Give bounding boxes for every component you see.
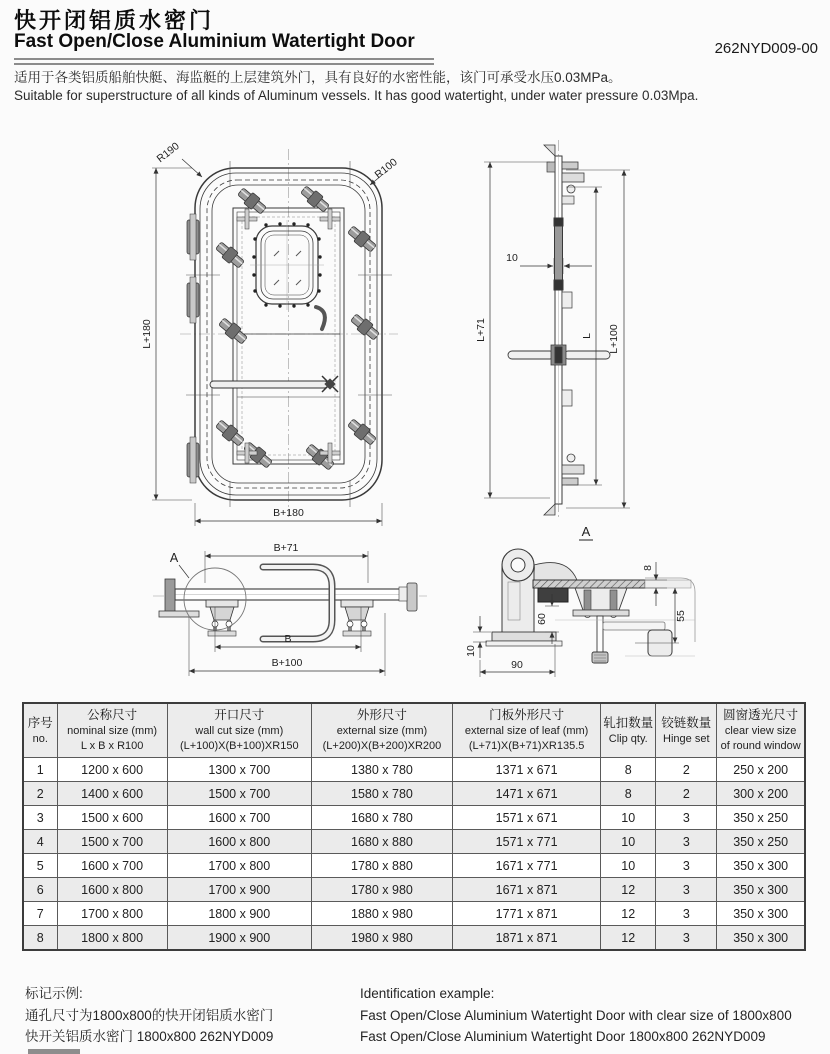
identification-example-english: [360, 983, 792, 1048]
table-cell: 1671 x 871: [453, 878, 601, 902]
section-view-drawing: [145, 525, 435, 680]
col-header-nominal-size: 公称尺寸 nominal size (mm) L x B x R100: [57, 703, 167, 758]
table-cell: 8: [601, 782, 656, 806]
handle-bar: [210, 307, 338, 392]
table-cell: 3: [656, 830, 717, 854]
table-cell: 1800 x 900: [167, 902, 311, 926]
table-cell: 1571 x 771: [453, 830, 601, 854]
table-cell: 350 x 300: [717, 878, 805, 902]
cropped-next-content: [28, 1049, 80, 1054]
table-cell: 350 x 300: [717, 854, 805, 878]
table-cell: 1: [23, 758, 57, 782]
table-cell: 12: [601, 878, 656, 902]
dim-label-inner: 60: [536, 613, 548, 625]
col-header-leaf-size: 门板外形尺寸 external size of leaf (mm) (L+71)X(B+71)XR135.5: [453, 703, 601, 758]
table-cell: 350 x 250: [717, 806, 805, 830]
hinge-detail: [486, 549, 695, 663]
col-header-no: 序号 no.: [23, 703, 57, 758]
front-view-drawing: [130, 135, 460, 530]
table-cell: 1500 x 600: [57, 806, 167, 830]
table-row: [23, 926, 805, 951]
table-cell: 3: [656, 806, 717, 830]
table-cell: 10: [601, 806, 656, 830]
table-cell: 1571 x 671: [453, 806, 601, 830]
table-cell: 1500 x 700: [167, 782, 311, 806]
identification-line1-cn: 通孔尺寸为1800x800的快开闭铝质水密门: [25, 1007, 274, 1023]
col-header-clip-qty: 轧扣数量 Clip qty.: [601, 703, 656, 758]
table-cell: 1800 x 800: [57, 926, 167, 951]
table-cell: 250 x 200: [717, 758, 805, 782]
door-clips: [214, 184, 381, 472]
table-cell: 1680 x 780: [311, 806, 452, 830]
dim-label-leaf-width: B+71: [273, 542, 299, 554]
table-row: [23, 830, 805, 854]
dim-label-outer-height: L+100: [608, 324, 620, 354]
table-cell: 2: [23, 782, 57, 806]
table-cell: 1700 x 900: [167, 878, 311, 902]
table-cell: 1600 x 700: [167, 806, 311, 830]
dim-label-outer-width: B+100: [271, 657, 303, 669]
identification-example-chinese: [25, 983, 273, 1048]
table-cell: 1400 x 600: [57, 782, 167, 806]
table-cell: 1771 x 871: [453, 902, 601, 926]
dim-label-clear-height: L: [581, 333, 593, 339]
table-cell: 2: [656, 758, 717, 782]
identification-title-cn: 标记示例:: [25, 986, 83, 1001]
col-header-window-size: 圆窗透光尺寸 clear view size of round window: [717, 703, 805, 758]
side-view-drawing: [470, 140, 670, 520]
table-cell: 350 x 250: [717, 830, 805, 854]
table-cell: 1780 x 880: [311, 854, 452, 878]
page-title-english: Fast Open/Close Aluminium Watertight Door: [14, 31, 415, 52]
table-cell: 1700 x 800: [57, 902, 167, 926]
table-cell: 10: [601, 854, 656, 878]
table-cell: 1880 x 980: [311, 902, 452, 926]
table-cell: 2: [656, 782, 717, 806]
table-cell: 1600 x 700: [57, 854, 167, 878]
document-code: 262NYD009-00: [714, 40, 818, 57]
table-cell: 5: [23, 854, 57, 878]
table-cell: 1380 x 780: [311, 758, 452, 782]
page-title-chinese: 快开闭铝质水密门: [14, 8, 215, 33]
table-body: [23, 758, 805, 951]
section-clip-right: [341, 600, 373, 636]
table-row: [23, 902, 805, 926]
table-cell: 1600 x 800: [167, 830, 311, 854]
table-cell: 1900 x 900: [167, 926, 311, 951]
table-cell: 1700 x 800: [167, 854, 311, 878]
table-cell: 1200 x 600: [57, 758, 167, 782]
identification-title-en: Identification example:: [360, 986, 495, 1001]
u-handle: [263, 567, 332, 639]
dim-label-clear-width: B: [284, 633, 292, 645]
table-cell: 1680 x 880: [311, 830, 452, 854]
identification-line1-en: Fast Open/Close Aluminium Watertight Door with clear size of 1800x800: [360, 1007, 792, 1023]
identification-line2-en: Fast Open/Close Aluminium Watertight Door 1800x800 262NYD009: [360, 1029, 766, 1044]
dim-label-bottom-width: 90: [511, 659, 523, 671]
table-cell: 3: [656, 926, 717, 951]
identification-line2-cn: 快开关铝质水密门 1800x800 262NYD009: [25, 1029, 274, 1044]
dim-label-leaf-height: L+71: [475, 318, 487, 342]
dim-label-foot: 10: [465, 645, 477, 657]
table-cell: 4: [23, 830, 57, 854]
col-header-wall-cut-size: 开口尺寸 wall cut size (mm) (L+100)X(B+100)XR150: [167, 703, 311, 758]
hinge-hardware: [187, 214, 199, 483]
table-cell: 12: [601, 902, 656, 926]
detail-label: A: [581, 524, 591, 539]
col-header-hinge-set: 铰链数量 Hinge set: [656, 703, 717, 758]
table-cell: 1371 x 671: [453, 758, 601, 782]
dim-label-radius-outer: R190: [154, 140, 182, 166]
table-cell: 3: [23, 806, 57, 830]
table-cell: 12: [601, 926, 656, 951]
section-clip-left: [206, 600, 238, 636]
title-double-rule: [14, 58, 434, 65]
table-cell: 1780 x 980: [311, 878, 452, 902]
dim-label-thickness: 10: [506, 252, 518, 264]
table-cell: 1871 x 871: [453, 926, 601, 951]
table-cell: 1300 x 700: [167, 758, 311, 782]
col-header-external-size: 外形尺寸 external size (mm) (L+200)X(B+200)XR200: [311, 703, 452, 758]
detail-callout-label: A: [169, 551, 179, 565]
description-chinese: 适用于各类铝质船舶快艇、海监艇的上层建筑外门，具有良好的水密性能，该门可承受水压0.03MPa。: [14, 70, 622, 85]
table-cell: 1580 x 780: [311, 782, 452, 806]
table-header-row: [23, 703, 805, 758]
table-row: [23, 758, 805, 782]
table-cell: 1471 x 671: [453, 782, 601, 806]
table-cell: 10: [601, 830, 656, 854]
detail-a-drawing: [445, 520, 700, 685]
specification-table: [22, 702, 806, 951]
table-row: [23, 782, 805, 806]
table-cell: 7: [23, 902, 57, 926]
table-cell: 8: [23, 926, 57, 951]
table-cell: 6: [23, 878, 57, 902]
table-cell: 3: [656, 878, 717, 902]
table-cell: 350 x 300: [717, 902, 805, 926]
dim-label-height: L+180: [141, 319, 153, 349]
table-row: [23, 854, 805, 878]
round-window: [250, 220, 324, 310]
dim-label-width: B+180: [273, 507, 304, 519]
table-cell: 3: [656, 854, 717, 878]
dim-label-plate: 8: [642, 565, 654, 571]
table-cell: 1600 x 800: [57, 878, 167, 902]
description-english: Suitable for superstructure of all kinds of Aluminum vessels. It has good watertight, under water pressure 0.03Mpa.: [14, 88, 699, 103]
table-cell: 3: [656, 902, 717, 926]
table-cell: 300 x 200: [717, 782, 805, 806]
table-cell: 8: [601, 758, 656, 782]
dim-label-radius-inner: R100: [372, 156, 400, 182]
dim-label-depth: 55: [675, 610, 687, 622]
table-cell: 1980 x 980: [311, 926, 452, 951]
table-row: [23, 806, 805, 830]
table-cell: 350 x 300: [717, 926, 805, 951]
table-cell: 1671 x 771: [453, 854, 601, 878]
table-cell: 1500 x 700: [57, 830, 167, 854]
table-row: [23, 878, 805, 902]
